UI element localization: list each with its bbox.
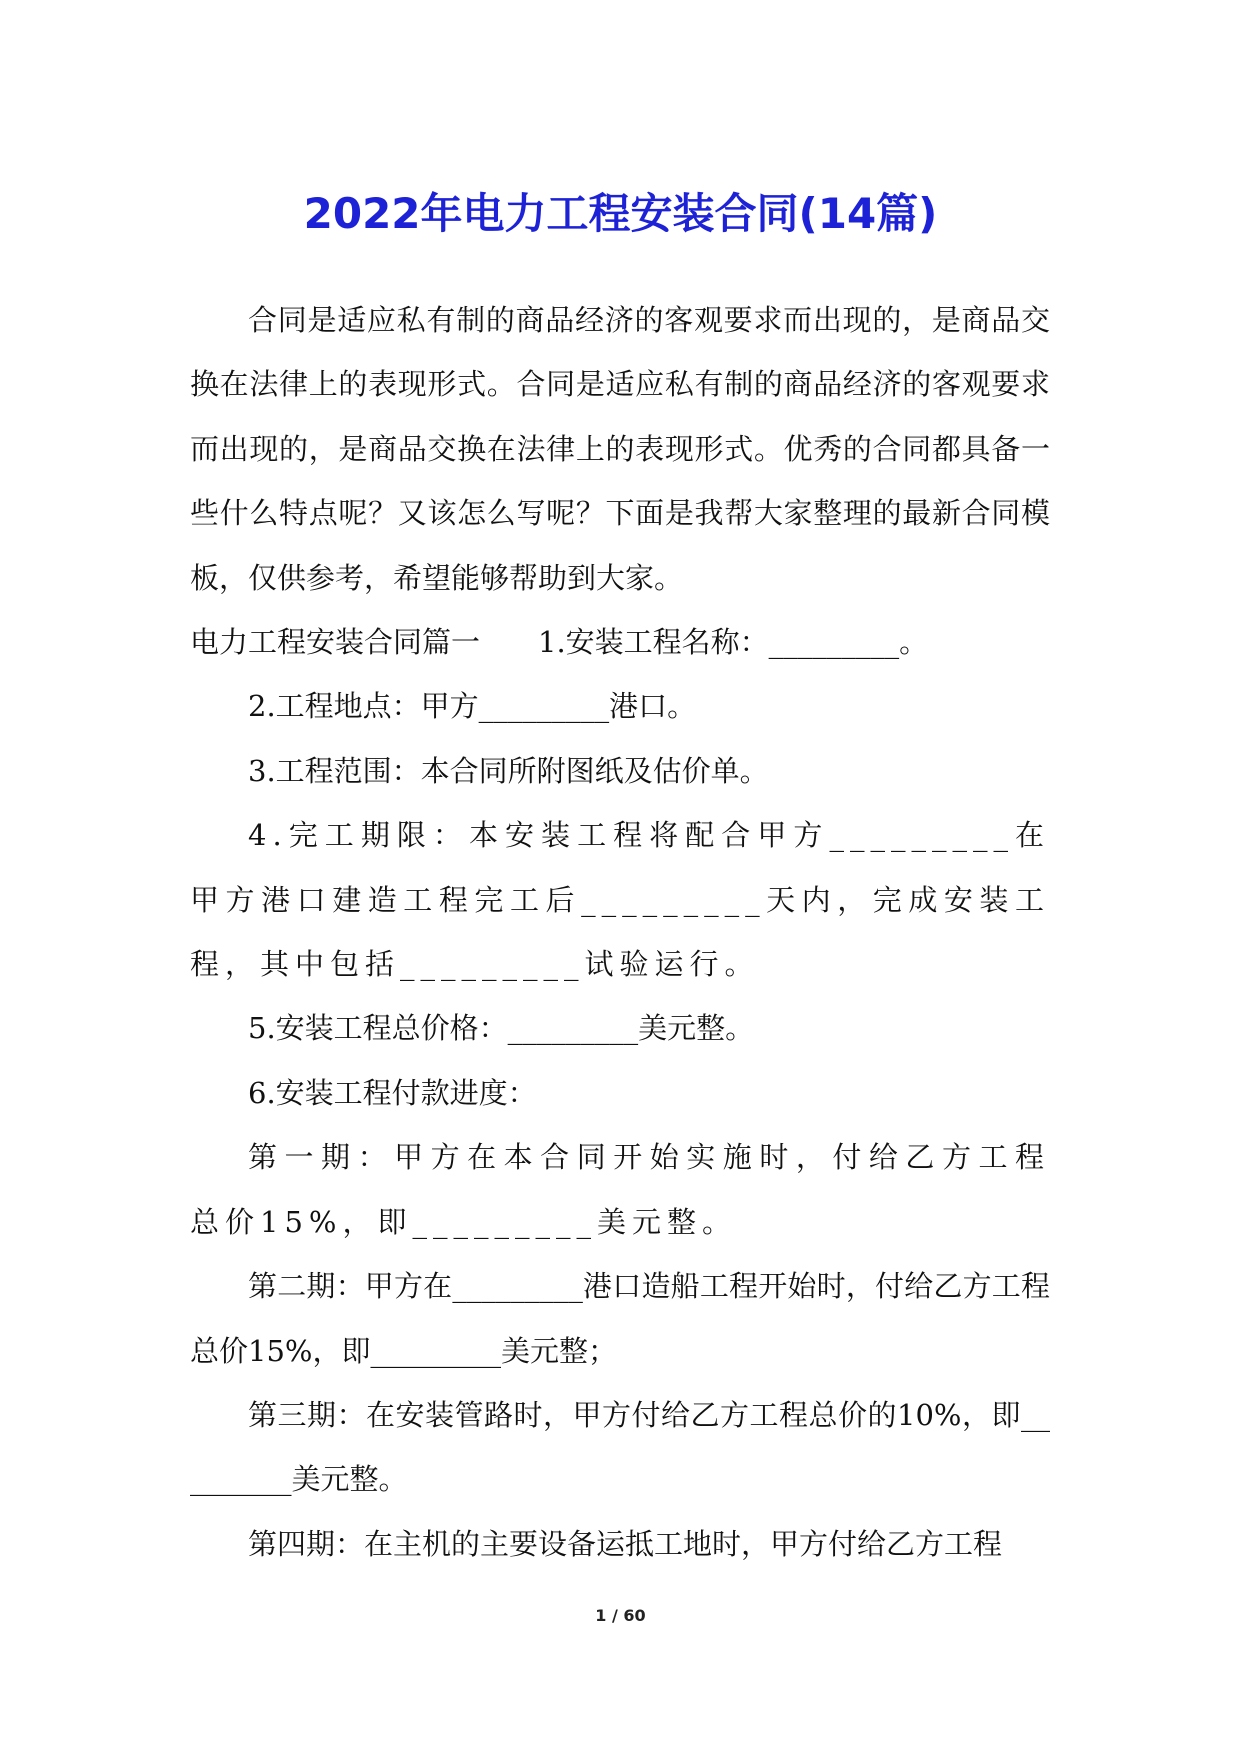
clause-6-paragraph: 6.安装工程付款进度：: [248, 1075, 537, 1110]
section-heading-paragraph: 电力工程安装合同篇一 1.安装工程名称：_________。: [190, 625, 929, 660]
payment-phase-2-paragraph: 第二期：甲方在_________港口造船工程开始时，付给乙方工程总价15%，即_________美元整；: [190, 1269, 1050, 1368]
document-title: 2022年电力工程安装合同(14篇): [303, 189, 938, 239]
payment-phase-1-paragraph: 第一期：甲方在本合同开始实施时，付给乙方工程总价15%，即_________美元整。: [190, 1140, 1050, 1239]
clause-5-paragraph: 5.安装工程总价格：_________美元整。: [248, 1011, 755, 1046]
document-body: [190, 288, 1050, 1576]
clause-2-paragraph: 2.工程地点：甲方_________港口。: [248, 689, 697, 724]
intro-paragraph: 合同是适应私有制的商品经济的客观要求而出现的，是商品交换在法律上的表现形式。合同是适应私有制的商品经济的客观要求而出现的，是商品交换在法律上的表现形式。优秀的合同都具备一些什么特点呢？又该怎么写呢？下面是我帮大家整理的最新合同模板，仅供参考，希望能够帮助到大家。: [190, 303, 1050, 595]
clause-3-paragraph: 3.工程范围：本合同所附图纸及估价单。: [248, 753, 769, 788]
page-number: 1 / 60: [595, 1606, 646, 1625]
clause-4-paragraph: 4.完工期限：本安装工程将配合甲方_________在甲方港口建造工程完工后_________天内，完成安装工程，其中包括_________试验运行。: [190, 818, 1050, 982]
payment-phase-3-paragraph: 第三期：在安装管路时，甲方付给乙方工程总价的10%，即_________美元整。: [190, 1397, 1050, 1497]
payment-phase-4-paragraph: 第四期：在主机的主要设备运抵工地时，甲方付给乙方工程: [248, 1526, 1003, 1561]
